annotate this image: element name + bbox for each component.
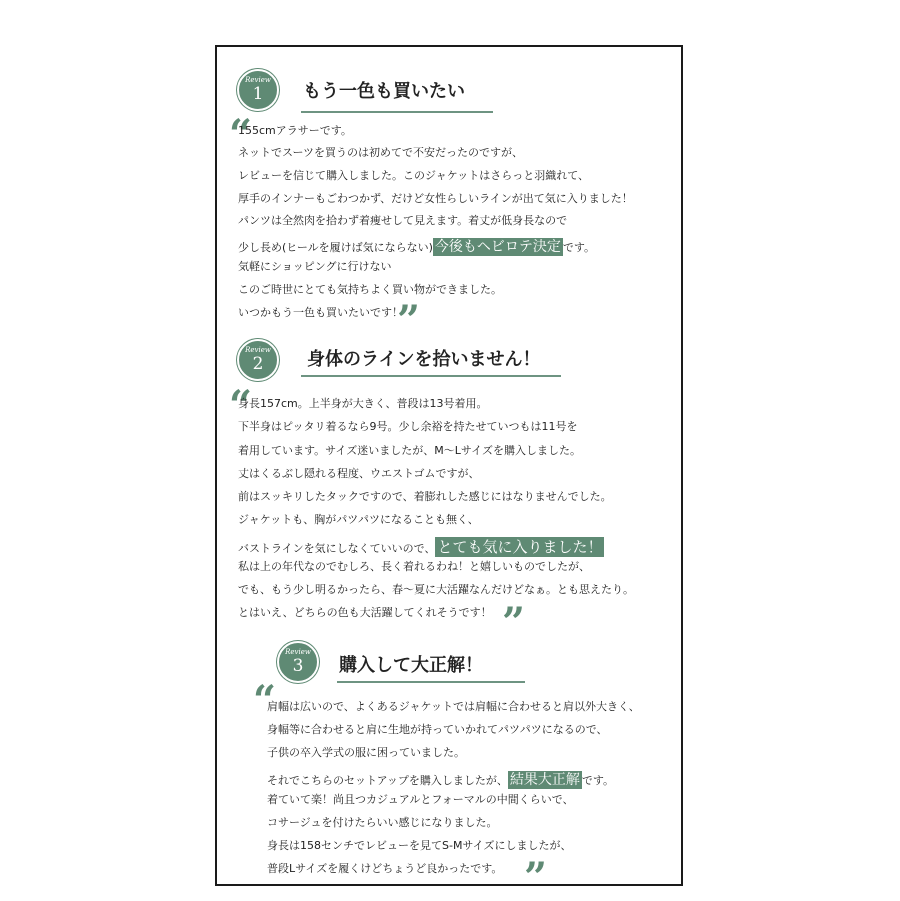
review-badge bbox=[237, 69, 279, 111]
open-quote-icon: “ bbox=[229, 111, 253, 158]
title-underline bbox=[301, 375, 561, 377]
review-badge-label: Review bbox=[245, 346, 271, 354]
review-line: ジャケットも、胸がパツパツになることも無く、 bbox=[238, 513, 479, 526]
review-line: でも、もう少し明るかったら、春〜夏に大活躍なんだけどなぁ。とも思えたり。 bbox=[238, 583, 634, 596]
review-line: 肩幅は広いので、よくあるジャケットでは肩幅に合わせると肩以外大きく、 bbox=[267, 700, 640, 713]
close-quote-icon: ” bbox=[397, 297, 421, 344]
review-line: レビューを信じて購入しました。このジャケットはさらっと羽織れて、 bbox=[238, 169, 590, 182]
review-line: 少し長め(ヒールを履けば気にならない) 今後もヘビロテ決定 です。 bbox=[238, 239, 596, 255]
review-line: 身長は158センチでレビューを見てS-Mサイズにしましたが、 bbox=[267, 839, 572, 852]
review-line: 身幅等に合わせると肩に生地が持っていかれてパツパツになるので、 bbox=[267, 723, 608, 736]
review-line: 155cmアラサーです。 bbox=[238, 124, 352, 137]
highlight-phrase: 結果大正解 bbox=[509, 772, 580, 788]
review-card-frame bbox=[215, 45, 683, 901]
review-title: 購入して大正解！ bbox=[339, 655, 483, 676]
review-badge-label: Review bbox=[285, 648, 311, 656]
review-line: 着用しています。サイズ迷いましたが、M〜Lサイズを購入しました。 bbox=[238, 444, 581, 457]
review-line: とはいえ、どちらの色も大活躍してくれそうです！ bbox=[238, 606, 492, 619]
review-title: もう一色も買いたい bbox=[303, 81, 465, 102]
highlight-phrase: とても気に入りました！ bbox=[437, 538, 603, 556]
review-line: 前はスッキリしたタックですので、着膨れした感じにはなりませんでした。 bbox=[238, 490, 612, 503]
review-line: それでこちらのセットアップを購入しましたが、 結果大正解 です。 bbox=[267, 772, 615, 788]
review-line: 私は上の年代なのでむしろ、長く着れるわね！と嬉しいものでしたが、 bbox=[238, 560, 590, 573]
review-line: いつかもう一色も買いたいです！ bbox=[238, 306, 403, 319]
highlight-phrase: 今後もヘビロテ決定 bbox=[434, 239, 561, 255]
review-line: 下半身はピッタリ着るなら9号。少し余裕を持たせていつもは11号を bbox=[238, 420, 578, 433]
review-line: 気軽にショッピングに行けない bbox=[238, 260, 392, 273]
review-number: 1 bbox=[252, 84, 264, 104]
review-number: 3 bbox=[292, 656, 304, 676]
review-line: 着ていて楽！尚且つカジュアルとフォーマルの中間くらいで、 bbox=[267, 793, 574, 806]
title-underline bbox=[337, 681, 525, 683]
review-line: バストラインを気にしなくていいので、 とても気に入りました！ bbox=[238, 538, 603, 556]
review-line: 厚手のインナーもごわつかず、だけど女性らしいラインが出て気に入りました！ bbox=[238, 192, 633, 205]
review-line: 子供の卒入学式の服に困っていました。 bbox=[267, 746, 465, 759]
review-line: コサージュを付けたらいい感じになりました。 bbox=[267, 816, 498, 829]
review-badge bbox=[237, 339, 279, 381]
review-line: パンツは全然肉を拾わず着痩せして見えます。着丈が低身長なので bbox=[238, 214, 568, 227]
review-badge-label: Review bbox=[245, 76, 271, 84]
review-line: 丈はくるぶし隠れる程度、ウエストゴムですが、 bbox=[238, 467, 480, 480]
review-line: 身長157cm。上半身が大きく、普段は13号着用。 bbox=[238, 397, 488, 410]
review-line: 普段Lサイズを履くけどちょうど良かったです。 bbox=[267, 862, 503, 875]
review-line: ネットでスーツを買うのは初めてで不安だったのですが、 bbox=[238, 146, 524, 159]
title-underline bbox=[301, 111, 493, 113]
open-quote-icon: “ bbox=[229, 382, 253, 429]
close-quote-icon: ” bbox=[524, 854, 548, 901]
open-quote-icon: “ bbox=[253, 677, 277, 724]
review-title: 身体のラインを拾いません！ bbox=[307, 349, 541, 370]
review-badge bbox=[277, 641, 319, 683]
review-line: このご時世にとても気持ちよく買い物ができました。 bbox=[238, 283, 502, 296]
close-quote-icon: ” bbox=[502, 599, 526, 646]
review-number: 2 bbox=[252, 354, 264, 374]
